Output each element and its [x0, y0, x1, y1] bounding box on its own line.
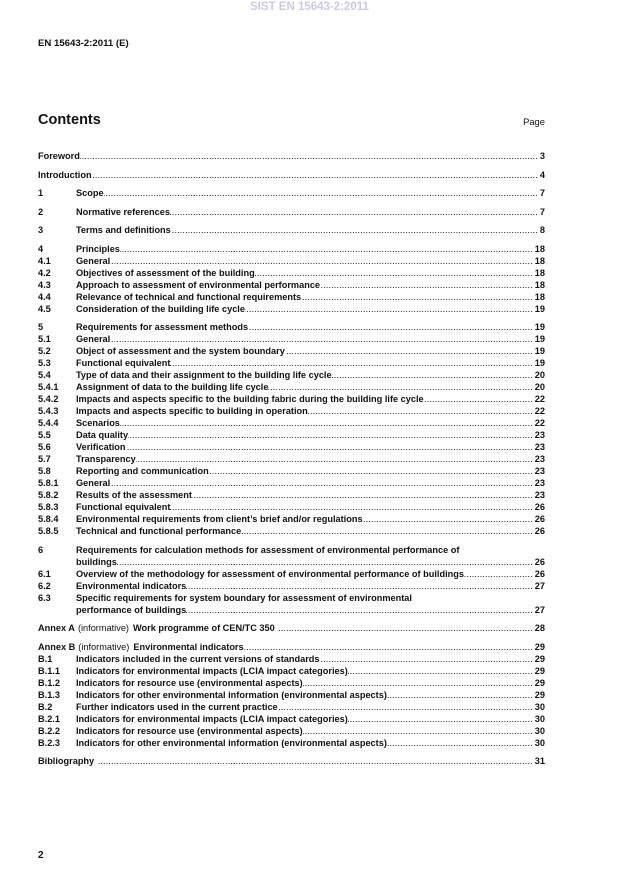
toc-entry-number: 5.8.3	[38, 502, 59, 512]
toc-entry-page: 18	[534, 267, 545, 278]
dot-leader	[320, 279, 533, 291]
toc-entry-page: 29	[534, 665, 545, 676]
toc-entry-title: Verification	[76, 442, 126, 452]
toc-entry-page: 23	[534, 442, 545, 452]
toc-entry-title: Functional equivalent	[76, 502, 171, 512]
toc-entry-continuation	[38, 604, 545, 616]
dot-leader	[128, 429, 533, 441]
toc-entry-title: Overview of the methodology for assessment of environmental performance of buildings	[76, 568, 464, 579]
dot-leader	[241, 525, 533, 537]
toc-entry-number: 5.4	[38, 370, 51, 380]
dot-leader	[209, 465, 533, 477]
toc-entry-title: Object of assessment and the system boundary	[76, 346, 285, 356]
toc-entry	[38, 255, 545, 267]
toc-entry-title: Indicators included in the current versions of standards	[76, 653, 320, 664]
toc-entry-number: 5.8	[38, 466, 51, 476]
toc-entry	[38, 243, 545, 255]
dot-leader	[186, 604, 533, 616]
toc-entry-title: Indicators for other environmental information (environmental aspects)	[76, 689, 387, 700]
toc-entry-number: B.1.1	[38, 665, 60, 676]
toc-entry-title: General	[76, 478, 111, 488]
toc-entry-page: 23	[534, 430, 545, 440]
toc-entry-title: Results of the assessment	[76, 490, 192, 500]
toc-entry-number: 5.4.1	[38, 382, 59, 392]
toc-entry-number: 5.4.2	[38, 394, 59, 404]
toc-entry-title: Specific requirements for system boundary for assessment of environmental	[76, 592, 412, 603]
toc-entry-title: Impacts and aspects specific to the building fabric during the building life cycle	[76, 394, 424, 404]
dot-leader	[268, 381, 532, 393]
toc-entry-page: 30	[534, 701, 545, 712]
dot-leader	[171, 224, 538, 236]
toc-entry-page: 29	[534, 641, 545, 652]
toc-entry-page: 30	[534, 713, 545, 724]
dot-leader	[110, 477, 533, 489]
toc-entry	[38, 279, 545, 291]
toc-entry-page: 30	[534, 725, 545, 736]
toc-entry-page: 18	[534, 279, 545, 290]
toc-entry	[38, 580, 545, 592]
dot-leader	[278, 622, 533, 634]
toc-entry-page: 20	[534, 370, 545, 380]
toc-entry-title: Functional equivalent	[76, 358, 171, 368]
dot-leader	[244, 641, 533, 653]
toc-entry	[38, 381, 545, 393]
toc-entry-page: 23	[534, 454, 545, 464]
toc-entry-page: 26	[534, 502, 545, 512]
toc-entry	[38, 429, 545, 441]
dot-leader	[348, 665, 533, 677]
toc-entry	[38, 501, 545, 513]
toc-entry-title: Indicators for other environmental information (environmental aspects)	[76, 737, 387, 748]
toc-entry-number: 6.1	[38, 568, 51, 579]
toc-entry-title: Environmental indicators	[76, 580, 187, 591]
toc-entry-page: 22	[534, 394, 545, 404]
dot-leader	[245, 303, 533, 315]
toc-entry-page: 18	[534, 243, 545, 254]
toc-entry	[38, 465, 545, 477]
toc-entry-title: Data quality	[76, 430, 129, 440]
watermark: SIST EN 15643-2:2011	[250, 1, 369, 13]
annex-label: Annex B	[38, 641, 76, 652]
dot-leader	[186, 580, 532, 592]
toc-entry-number: 5.4.4	[38, 418, 59, 428]
annex-type: (informative)	[78, 641, 130, 652]
toc-entry	[38, 224, 545, 236]
annex-type: (informative)	[77, 623, 129, 633]
toc-entry	[38, 187, 545, 199]
toc-entry	[38, 641, 545, 653]
toc-entry-title: Type of data and their assignment to the building life cycle	[76, 370, 332, 380]
toc-entry	[38, 622, 545, 634]
toc-entry-title: Further indicators used in the current practice	[76, 701, 278, 712]
toc-entry-number: 5.2	[38, 346, 51, 356]
toc-group-annex-a	[38, 622, 545, 634]
toc-entry	[38, 653, 545, 665]
dot-leader	[248, 321, 533, 333]
toc-entry-number: 5.5	[38, 430, 51, 440]
toc-entry-title: Assignment of data to the building life cycle	[76, 382, 269, 392]
toc-entry-page: 18	[534, 291, 545, 302]
toc-entry-number: B.2.1	[38, 713, 60, 724]
toc-entry-page: 19	[534, 358, 545, 368]
toc-entry	[38, 477, 545, 489]
toc-entry-number: B.1.3	[38, 689, 60, 700]
toc-entry	[38, 677, 545, 689]
toc-group-clause-1	[38, 187, 545, 199]
toc-entry	[38, 525, 545, 537]
dot-leader	[110, 255, 533, 267]
toc-entry-number: 4.4	[38, 291, 51, 302]
toc-entry-page: 20	[534, 382, 545, 392]
toc-entry-number: 5.8.1	[38, 478, 59, 488]
toc-entry	[38, 513, 545, 525]
annex-label: Annex A	[38, 623, 75, 633]
toc-entry-number: 1	[38, 188, 44, 198]
table-of-contents	[38, 150, 545, 767]
toc-entry	[38, 544, 545, 556]
toc-entry-number: B.2.3	[38, 737, 60, 748]
toc-entry-title: Transparency	[76, 454, 136, 464]
toc-entry-number: 4.2	[38, 267, 51, 278]
toc-entry-number: 5.6	[38, 442, 51, 452]
toc-entry-page: 7	[539, 188, 545, 198]
toc-entry	[38, 417, 545, 429]
toc-entry-number: 6.2	[38, 580, 51, 591]
toc-entry	[38, 345, 545, 357]
toc-entry-page: 23	[534, 478, 545, 488]
toc-entry-number: 4.3	[38, 279, 51, 290]
toc-entry-number: 5.8.5	[38, 526, 59, 536]
dot-leader	[80, 150, 538, 162]
toc-entry	[38, 206, 545, 218]
toc-group-bibliography	[38, 755, 545, 767]
toc-entry-title: Foreword	[38, 151, 80, 161]
dot-leader	[285, 345, 533, 357]
toc-group-annex-b	[38, 641, 545, 749]
toc-entry	[38, 405, 545, 417]
toc-entry	[38, 357, 545, 369]
toc-entry-title: Work programme of CEN/TC 350	[133, 623, 275, 633]
toc-entry	[38, 713, 545, 725]
toc-entry-page: 22	[534, 406, 545, 416]
toc-entry	[38, 489, 545, 501]
toc-entry-title: General	[76, 255, 111, 266]
toc-entry-page: 26	[534, 514, 545, 524]
toc-entry-title: Indicators for resource use (environmental aspects)	[76, 677, 303, 688]
toc-entry-number: 5.8.4	[38, 514, 59, 524]
toc-entry-title: Requirements for assessment methods	[76, 322, 249, 332]
toc-entry-number: B.2.2	[38, 725, 60, 736]
toc-entry-number: 6.3	[38, 592, 51, 603]
toc-entry-title: Scope	[76, 188, 104, 198]
document-id-header: EN 15643-2:2011 (E)	[38, 38, 129, 49]
toc-entry-title: buildings	[76, 556, 117, 567]
toc-entry	[38, 568, 545, 580]
dot-leader	[387, 737, 533, 749]
toc-entry-number: 5.3	[38, 358, 51, 368]
dot-leader	[301, 291, 533, 303]
toc-entry-title: Requirements for calculation methods for assessment of environmental performance of	[76, 544, 460, 555]
toc-entry-title: Bibliography	[38, 756, 95, 766]
dot-leader	[97, 755, 533, 767]
toc-entry	[38, 369, 545, 381]
toc-entry-page: 3	[539, 151, 545, 161]
toc-entry-page: 30	[534, 737, 545, 748]
toc-entry	[38, 665, 545, 677]
dot-leader	[104, 187, 538, 199]
toc-entry-continuation	[38, 556, 545, 568]
toc-entry-title: Relevance of technical and functional requirements	[76, 291, 302, 302]
toc-entry-title: Objectives of assessment of the building	[76, 267, 255, 278]
toc-entry-page: 22	[534, 418, 545, 428]
toc-entry	[38, 333, 545, 345]
toc-entry-page: 18	[534, 255, 545, 266]
toc-entry-title: Approach to assessment of environmental performance	[76, 279, 321, 290]
toc-entry-title: Reporting and communication	[76, 466, 209, 476]
toc-entry-page: 19	[534, 334, 545, 344]
dot-leader	[464, 568, 533, 580]
dot-leader	[117, 556, 533, 568]
dot-leader	[320, 653, 533, 665]
dot-leader	[308, 405, 533, 417]
toc-entry-number: 4	[38, 243, 44, 254]
toc-group-clause-4	[38, 243, 545, 315]
toc-entry	[38, 321, 545, 333]
toc-entry-page: 26	[534, 526, 545, 536]
toc-entry	[38, 725, 545, 737]
toc-entry	[38, 453, 545, 465]
dot-leader	[110, 333, 533, 345]
dot-leader	[303, 677, 533, 689]
dot-leader	[387, 689, 533, 701]
toc-entry-page: 26	[534, 556, 545, 567]
toc-entry-title: General	[76, 334, 111, 344]
toc-entry	[38, 150, 545, 162]
toc-entry	[38, 689, 545, 701]
dot-leader	[192, 489, 533, 501]
toc-entry-page: 19	[534, 322, 545, 332]
toc-entry-number: 5.1	[38, 334, 51, 344]
toc-entry	[38, 592, 545, 604]
toc-entry-title: performance of buildings	[76, 604, 187, 615]
dot-leader	[126, 441, 533, 453]
toc-entry-number: 5.8.2	[38, 490, 59, 500]
toc-entry-title: Consideration of the building life cycle	[76, 303, 245, 314]
dot-leader	[170, 357, 532, 369]
toc-entry	[38, 755, 545, 767]
toc-entry-title: Environmental requirements from client’s brief and/or regulations	[76, 514, 363, 524]
toc-entry-number: B.2	[38, 701, 53, 712]
toc-entry-page: 23	[534, 466, 545, 476]
toc-entry-page: 7	[539, 206, 545, 217]
dot-leader	[120, 243, 533, 255]
dot-leader	[170, 206, 538, 218]
toc-entry	[38, 393, 545, 405]
toc-entry-number: 2	[38, 206, 44, 217]
toc-entry-page: 28	[534, 623, 545, 633]
toc-entry-number: B.1	[38, 653, 53, 664]
dot-leader	[303, 725, 533, 737]
toc-entry	[38, 169, 545, 181]
toc-entry-page: 19	[534, 303, 545, 314]
toc-group-clause-5	[38, 321, 545, 537]
toc-entry	[38, 267, 545, 279]
toc-entry-page: 31	[534, 756, 545, 766]
toc-entry-page: 29	[534, 689, 545, 700]
toc-entry-title: Principles	[76, 243, 120, 254]
toc-entry-page: 27	[534, 604, 545, 615]
contents-heading: Contents	[38, 112, 101, 128]
toc-entry-page: 27	[534, 580, 545, 591]
toc-entry-page: 4	[539, 169, 545, 180]
toc-entry-number: 5.4.3	[38, 406, 59, 416]
dot-leader	[332, 369, 533, 381]
toc-entry-number: 5	[38, 322, 44, 332]
toc-group-clause-2	[38, 206, 545, 218]
toc-entry-page: 29	[534, 677, 545, 688]
toc-entry	[38, 737, 545, 749]
dot-leader	[136, 453, 533, 465]
dot-leader	[255, 267, 533, 279]
dot-leader	[92, 169, 538, 181]
toc-entry	[38, 303, 545, 315]
toc-group-clause-6	[38, 544, 545, 616]
toc-group-introduction	[38, 169, 545, 181]
dot-leader	[348, 713, 533, 725]
toc-entry-number: B.1.2	[38, 677, 60, 688]
toc-entry-title: Technical and functional performance	[76, 526, 242, 536]
toc-group-foreword	[38, 150, 545, 162]
toc-entry-number: 4.5	[38, 303, 51, 314]
page-column-label: Page	[523, 116, 545, 127]
toc-entry-title: Normative references	[76, 206, 170, 217]
toc-entry-title: Indicators for resource use (environmental aspects)	[76, 725, 303, 736]
toc-entry-number: 4.1	[38, 255, 51, 266]
toc-group-clause-3	[38, 224, 545, 236]
dot-leader	[424, 393, 533, 405]
toc-entry-number: 3	[38, 225, 44, 235]
dot-leader	[170, 501, 532, 513]
toc-entry-title: Introduction	[38, 169, 92, 180]
toc-entry-title: Indicators for environmental impacts (LCIA impact categories)	[76, 713, 348, 724]
dot-leader	[278, 701, 533, 713]
toc-entry	[38, 441, 545, 453]
toc-entry	[38, 701, 545, 713]
dot-leader	[363, 513, 533, 525]
toc-entry-page: 23	[534, 490, 545, 500]
toc-entry-number: 6	[38, 544, 44, 555]
footer-page-number: 2	[38, 850, 44, 861]
toc-entry-page: 19	[534, 346, 545, 356]
toc-entry-title: Indicators for environmental impacts (LCIA impact categories)	[76, 665, 348, 676]
toc-entry-title: Scenarios	[76, 418, 120, 428]
toc-entry	[38, 291, 545, 303]
toc-entry-title: Environmental indicators	[133, 641, 244, 652]
dot-leader	[120, 417, 533, 429]
toc-entry-number: 5.7	[38, 454, 51, 464]
toc-entry-page: 26	[534, 568, 545, 579]
toc-entry-title: Terms and definitions	[76, 225, 171, 235]
toc-entry-page: 29	[534, 653, 545, 664]
toc-entry-page: 8	[539, 225, 545, 235]
toc-entry-title: Impacts and aspects specific to building in operation	[76, 406, 308, 416]
